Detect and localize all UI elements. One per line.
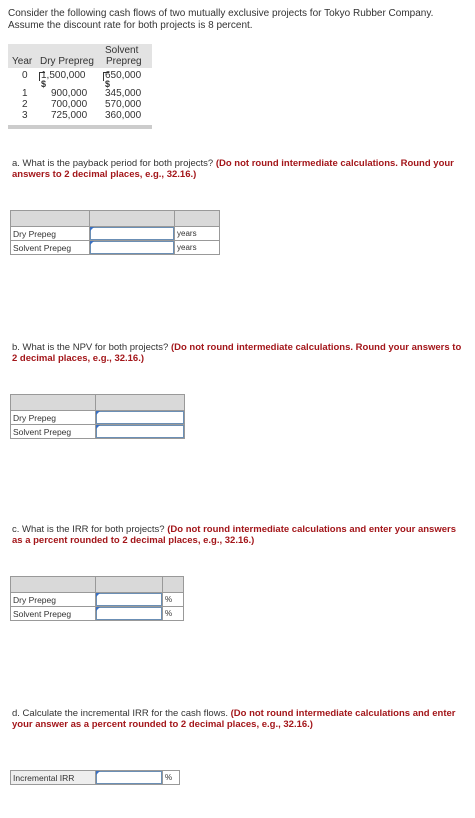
- irr-solvent-cell: [96, 607, 163, 621]
- answer-table-header: [11, 211, 220, 227]
- npv-dry-input[interactable]: [96, 411, 184, 424]
- unit-label: years: [175, 241, 220, 255]
- year-cell: 1: [22, 88, 28, 99]
- answer-row: [11, 771, 180, 785]
- answer-table-a: [10, 210, 220, 255]
- year-cell: 3: [22, 110, 28, 121]
- cash-flow-table: [8, 44, 152, 129]
- dry-cell: 900,000: [51, 88, 88, 99]
- solvent-cell: 345,000: [105, 88, 142, 99]
- cash-flow-table-header: [8, 44, 152, 68]
- input-marker-icon: [96, 607, 100, 611]
- unit-label: years: [175, 227, 220, 241]
- currency-sign: $: [105, 79, 111, 89]
- input-marker-icon: [96, 411, 100, 415]
- question-c-text: c. What is the IRR for both projects?: [12, 524, 168, 535]
- row-label: Solvent Prepeg: [11, 425, 96, 439]
- input-marker-icon: [96, 425, 100, 429]
- question-c-instruction: (Do not round intermediate calculations and enter your answers as a percent rounded to 2 decimal places, e.g., 32.16.): [12, 524, 456, 546]
- question-b-instruction: (Do not round intermediate calculations. Round your answers to 2 decimal places, e.g., 32.16.): [12, 342, 462, 364]
- row-label: Solvent Prepeg: [11, 241, 90, 255]
- row-label: Dry Prepeg: [11, 227, 90, 241]
- year-cell: 0: [22, 70, 28, 81]
- question-a: [12, 158, 462, 180]
- question-b-text: b. What is the NPV for both projects?: [12, 342, 171, 353]
- col-solvent-top: Solvent: [105, 45, 139, 56]
- question-d-text: d. Calculate the incremental IRR for the cash flows.: [12, 708, 231, 719]
- question-c: [12, 524, 462, 546]
- input-marker-icon: [90, 241, 94, 245]
- answer-row: [11, 411, 185, 425]
- irr-dry-cell: [96, 593, 163, 607]
- unit-label: %: [163, 593, 184, 607]
- col-solvent: Prepreg: [106, 56, 142, 67]
- cash-flow-row: [8, 99, 152, 110]
- answer-table-header: [11, 395, 185, 411]
- answer-row: [11, 241, 220, 255]
- dry-cell: 700,000: [51, 99, 88, 110]
- input-marker-icon: [90, 227, 94, 231]
- unit-label: %: [163, 607, 184, 621]
- answer-table-c: [10, 576, 184, 621]
- cash-flow-row: [8, 88, 152, 99]
- payback-solvent-input[interactable]: [90, 241, 174, 254]
- question-b: [12, 342, 462, 364]
- input-marker-icon: [96, 771, 100, 775]
- npv-solvent-cell: [96, 425, 185, 439]
- irr-dry-input[interactable]: [96, 593, 162, 606]
- answer-row: [11, 227, 220, 241]
- question-d: [12, 708, 462, 730]
- row-label: Solvent Prepeg: [11, 607, 96, 621]
- solvent-cell: 360,000: [105, 110, 142, 121]
- answer-row: [11, 593, 184, 607]
- currency-sign: $: [41, 79, 47, 89]
- problem-intro: Consider the following cash flows of two mutually exclusive projects for Tokyo Rubber Company. Assume the discount rate for both projects is 8 percent.: [8, 8, 434, 31]
- cash-flow-row: [8, 70, 152, 88]
- question-d-instruction: (Do not round intermediate calculations and enter your answer as a percent rounded to 2 decimal places, e.g., 32.16.): [12, 708, 456, 730]
- row-label: Dry Prepeg: [11, 593, 96, 607]
- payback-solvent-cell: [90, 241, 175, 255]
- col-year: Year: [12, 56, 33, 67]
- row-label: Incremental IRR: [11, 771, 96, 785]
- unit-label: %: [163, 771, 180, 785]
- col-dry: Dry Prepreg: [40, 56, 94, 67]
- answer-table-d: [10, 770, 180, 785]
- answer-table-header: [11, 577, 184, 593]
- input-marker-icon: [96, 593, 100, 597]
- year-cell: 2: [22, 99, 28, 110]
- question-a-instruction: (Do not round intermediate calculations. Round your answers to 2 decimal places, e.g., 32.16.): [12, 158, 454, 180]
- payback-dry-cell: [90, 227, 175, 241]
- solvent-cell: 650,000: [105, 70, 142, 81]
- payback-dry-input[interactable]: [90, 227, 174, 240]
- incremental-irr-cell: [96, 771, 163, 785]
- answer-table-b: [10, 394, 185, 439]
- incremental-irr-input[interactable]: [96, 771, 162, 784]
- irr-solvent-input[interactable]: [96, 607, 162, 620]
- npv-dry-cell: [96, 411, 185, 425]
- dry-cell: 1,500,000: [41, 70, 86, 81]
- row-label: Dry Prepeg: [11, 411, 96, 425]
- cash-flow-row: [8, 110, 152, 121]
- answer-row: [11, 425, 185, 439]
- dry-cell: 725,000: [51, 110, 88, 121]
- table-divider: [8, 125, 152, 129]
- answer-row: [11, 607, 184, 621]
- solvent-cell: 570,000: [105, 99, 142, 110]
- question-a-text: a. What is the payback period for both projects?: [12, 158, 216, 169]
- npv-solvent-input[interactable]: [96, 425, 184, 438]
